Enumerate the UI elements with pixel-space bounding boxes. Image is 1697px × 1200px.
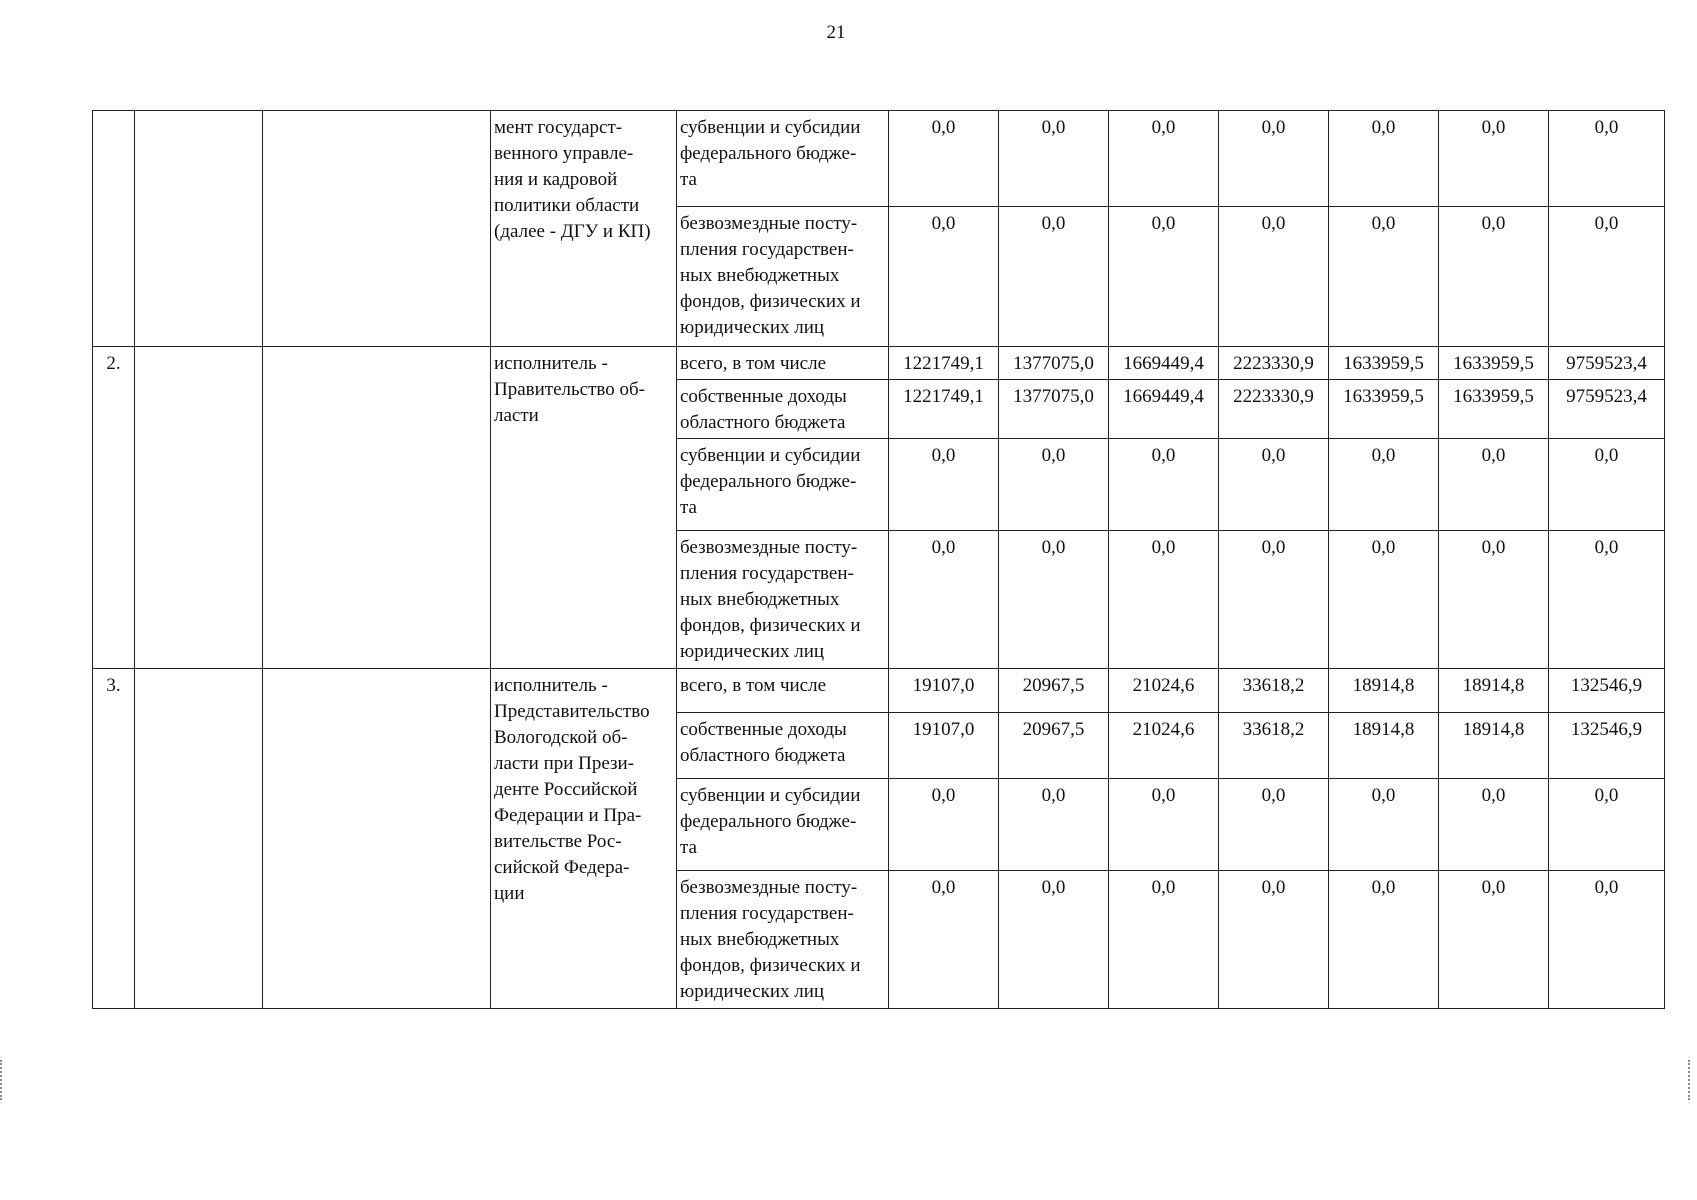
amount-cell: 0,0 bbox=[1439, 531, 1549, 669]
amount-cell: 0,0 bbox=[1219, 111, 1329, 207]
amount-cell: 1221749,1 bbox=[889, 380, 999, 439]
amount-cell: 21024,6 bbox=[1109, 669, 1219, 713]
amount-cell: 0,0 bbox=[1219, 871, 1329, 1009]
amount-cell: 21024,6 bbox=[1109, 713, 1219, 779]
amount-cell: 33618,2 bbox=[1219, 669, 1329, 713]
amount-cell: 1633959,5 bbox=[1439, 380, 1549, 439]
funding-source-cell: безвозмездные посту- пления государствен- ных внебюджетных фондов, физических и юридических лиц bbox=[677, 871, 889, 1009]
row-number-cell: 3. bbox=[93, 669, 135, 1009]
amount-cell: 1377075,0 bbox=[999, 380, 1109, 439]
amount-cell: 1377075,0 bbox=[999, 347, 1109, 380]
scan-edge-mark bbox=[0, 1060, 8, 1100]
amount-cell: 0,0 bbox=[889, 871, 999, 1009]
amount-cell: 0,0 bbox=[1329, 439, 1439, 531]
amount-cell: 0,0 bbox=[1219, 779, 1329, 871]
amount-cell: 1221749,1 bbox=[889, 347, 999, 380]
amount-cell: 33618,2 bbox=[1219, 713, 1329, 779]
amount-cell: 0,0 bbox=[999, 207, 1109, 347]
amount-cell: 0,0 bbox=[1329, 207, 1439, 347]
amount-cell: 0,0 bbox=[1439, 439, 1549, 531]
amount-cell: 1669449,4 bbox=[1109, 380, 1219, 439]
executor-cell: исполнитель - Представительство Вологодской об- ласти при Прези- денте Российской Федерации и Пра- вительстве Рос- сийской Федера- ции bbox=[491, 669, 677, 1009]
amount-cell: 20967,5 bbox=[999, 669, 1109, 713]
scan-edge-mark bbox=[1688, 1060, 1696, 1100]
amount-cell: 0,0 bbox=[1549, 531, 1665, 669]
amount-cell: 0,0 bbox=[1439, 779, 1549, 871]
amount-cell: 0,0 bbox=[1329, 779, 1439, 871]
amount-cell: 18914,8 bbox=[1439, 669, 1549, 713]
empty-cell bbox=[135, 111, 263, 347]
row-number-cell: 2. bbox=[93, 347, 135, 669]
amount-cell: 9759523,4 bbox=[1549, 347, 1665, 380]
table-row bbox=[93, 347, 1665, 380]
amount-cell: 0,0 bbox=[999, 779, 1109, 871]
funding-source-cell: всего, в том числе bbox=[677, 347, 889, 380]
amount-cell: 0,0 bbox=[889, 111, 999, 207]
amount-cell: 0,0 bbox=[1549, 439, 1665, 531]
empty-cell bbox=[135, 347, 263, 669]
amount-cell: 18914,8 bbox=[1439, 713, 1549, 779]
amount-cell: 2223330,9 bbox=[1219, 347, 1329, 380]
amount-cell: 0,0 bbox=[1549, 207, 1665, 347]
amount-cell: 0,0 bbox=[1219, 207, 1329, 347]
amount-cell: 0,0 bbox=[1109, 871, 1219, 1009]
funding-source-cell: субвенции и субсидии федерального бюдже- та bbox=[677, 439, 889, 531]
budget-table bbox=[92, 110, 1665, 1009]
amount-cell: 18914,8 bbox=[1329, 713, 1439, 779]
amount-cell: 0,0 bbox=[999, 531, 1109, 669]
amount-cell: 1633959,5 bbox=[1329, 347, 1439, 380]
funding-source-cell: собственные доходы областного бюджета bbox=[677, 713, 889, 779]
executor-cell: исполнитель - Правительство об- ласти bbox=[491, 347, 677, 669]
amount-cell: 1669449,4 bbox=[1109, 347, 1219, 380]
amount-cell: 0,0 bbox=[1109, 111, 1219, 207]
table-row bbox=[93, 111, 1665, 207]
amount-cell: 19107,0 bbox=[889, 669, 999, 713]
amount-cell: 0,0 bbox=[1439, 111, 1549, 207]
executor-cell: мент государст- венного управле- ния и кадровой политики области (далее - ДГУ и КП) bbox=[491, 111, 677, 347]
amount-cell: 1633959,5 bbox=[1439, 347, 1549, 380]
amount-cell: 132546,9 bbox=[1549, 669, 1665, 713]
table-row bbox=[93, 669, 1665, 713]
amount-cell: 1633959,5 bbox=[1329, 380, 1439, 439]
amount-cell: 0,0 bbox=[1109, 207, 1219, 347]
amount-cell: 0,0 bbox=[1549, 779, 1665, 871]
amount-cell: 0,0 bbox=[1549, 871, 1665, 1009]
amount-cell: 20967,5 bbox=[999, 713, 1109, 779]
amount-cell: 0,0 bbox=[1439, 871, 1549, 1009]
funding-source-cell: всего, в том числе bbox=[677, 669, 889, 713]
amount-cell: 18914,8 bbox=[1329, 669, 1439, 713]
amount-cell: 0,0 bbox=[889, 779, 999, 871]
empty-cell bbox=[263, 669, 491, 1009]
funding-source-cell: субвенции и субсидии федерального бюдже- та bbox=[677, 111, 889, 207]
amount-cell: 0,0 bbox=[1109, 531, 1219, 669]
amount-cell: 0,0 bbox=[999, 871, 1109, 1009]
amount-cell: 0,0 bbox=[1109, 779, 1219, 871]
amount-cell: 0,0 bbox=[1219, 531, 1329, 669]
amount-cell: 0,0 bbox=[889, 207, 999, 347]
row-number-cell bbox=[93, 111, 135, 347]
amount-cell: 0,0 bbox=[1439, 207, 1549, 347]
amount-cell: 0,0 bbox=[1219, 439, 1329, 531]
amount-cell: 19107,0 bbox=[889, 713, 999, 779]
page-number: 21 bbox=[826, 22, 846, 43]
amount-cell: 0,0 bbox=[889, 531, 999, 669]
funding-source-cell: безвозмездные посту- пления государствен- ных внебюджетных фондов, физических и юридических лиц bbox=[677, 531, 889, 669]
amount-cell: 0,0 bbox=[889, 439, 999, 531]
amount-cell: 0,0 bbox=[999, 111, 1109, 207]
amount-cell: 0,0 bbox=[1329, 531, 1439, 669]
funding-source-cell: собственные доходы областного бюджета bbox=[677, 380, 889, 439]
empty-cell bbox=[135, 669, 263, 1009]
amount-cell: 0,0 bbox=[1549, 111, 1665, 207]
amount-cell: 2223330,9 bbox=[1219, 380, 1329, 439]
amount-cell: 0,0 bbox=[1329, 871, 1439, 1009]
funding-source-cell: субвенции и субсидии федерального бюдже- та bbox=[677, 779, 889, 871]
funding-source-cell: безвозмездные посту- пления государствен- ных внебюджетных фондов, физических и юридических лиц bbox=[677, 207, 889, 347]
amount-cell: 0,0 bbox=[1329, 111, 1439, 207]
amount-cell: 0,0 bbox=[1109, 439, 1219, 531]
amount-cell: 132546,9 bbox=[1549, 713, 1665, 779]
amount-cell: 9759523,4 bbox=[1549, 380, 1665, 439]
amount-cell: 0,0 bbox=[999, 439, 1109, 531]
empty-cell bbox=[263, 347, 491, 669]
empty-cell bbox=[263, 111, 491, 347]
